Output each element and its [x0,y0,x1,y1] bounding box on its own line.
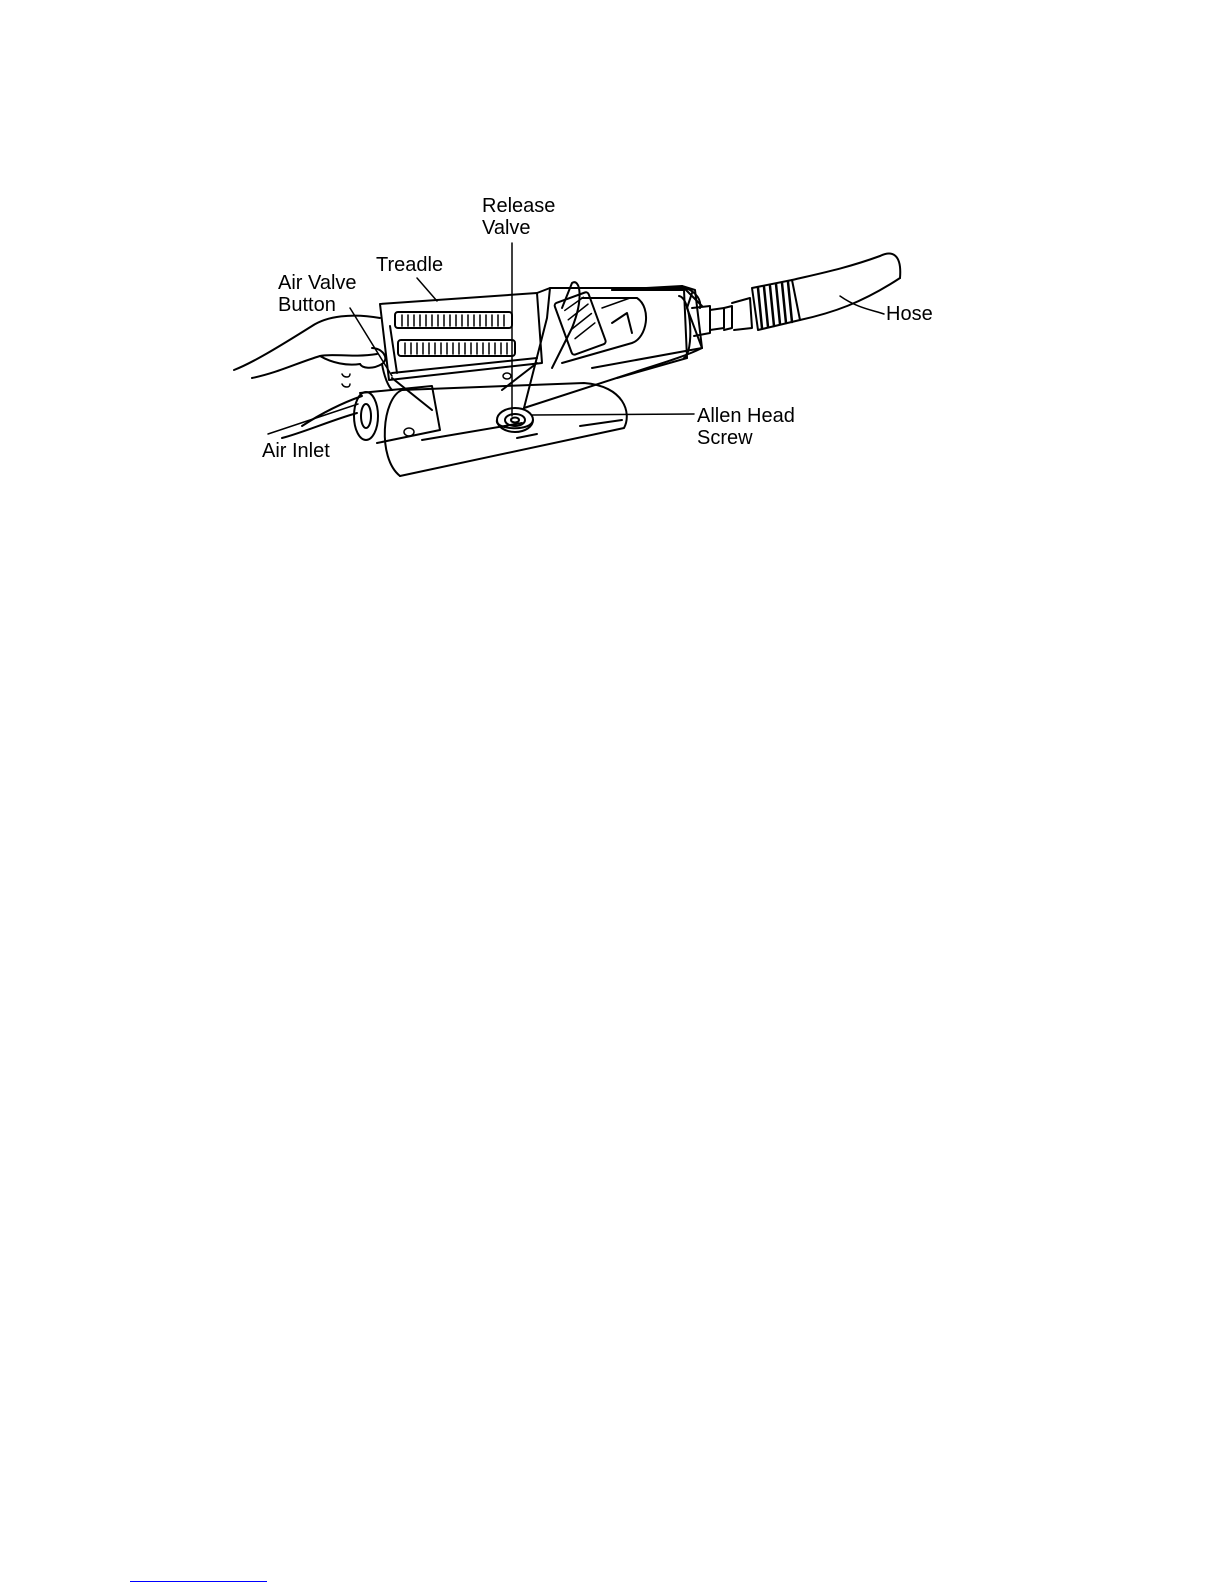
label-air-valve-button [278,272,357,316]
operator-hand-upper [234,316,397,390]
label-allen-head-screw-line2: Screw [697,427,753,449]
label-release-valve-line2: Valve [482,217,531,239]
hose-coupler [692,280,800,336]
label-allen-head-screw-line1: Allen Head [697,405,795,427]
label-treadle [376,254,443,276]
footer-rule [130,1581,267,1582]
label-allen-head-screw [697,405,795,449]
air-hose [792,254,900,320]
label-air-valve-button-line2: Button [278,294,336,316]
leader-allen-head-screw [532,414,694,415]
release-handle-cylinder [524,282,702,408]
treadle-plate [380,293,542,410]
pump-illustration-figure [232,158,972,508]
label-air-valve-button-line1: Air Valve [278,272,357,294]
label-air-inlet [262,440,330,462]
allen-head-screw-boss [497,408,533,432]
foot-pump-drawing [232,158,972,508]
label-treadle-text: Treadle [376,254,444,276]
label-air-inlet-text: Air Inlet [262,440,330,462]
leader-air-inlet [268,404,358,434]
label-hose [886,303,933,325]
pump-tube-right [612,290,690,378]
leader-treadle [417,278,437,301]
label-hose-text: Hose [886,303,933,325]
label-release-valve-line1: Release [482,195,556,217]
leader-air-valve-button [350,308,392,376]
label-release-valve [482,195,555,239]
